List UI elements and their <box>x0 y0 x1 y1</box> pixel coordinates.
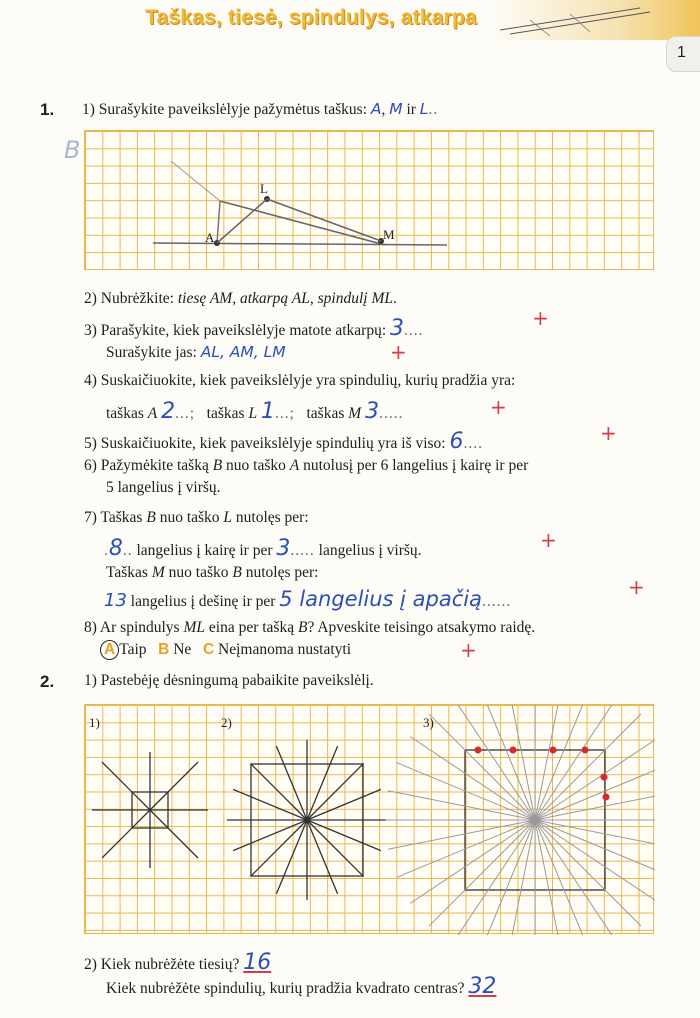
label-m: M <box>383 227 395 242</box>
ex1-q6-line1: 6) Pažymėkite tašką B nuo taško A nutolusį per 6 langelius į kairę ir per <box>84 457 529 474</box>
segment-lm <box>220 201 385 245</box>
ex1-q4b: taškas A 2...; taškas L 1...; taškas M 3..... <box>106 399 404 424</box>
ex1-q1: 1) Surašykite paveikslėlyje pažymėtus taškus: A, M ir L.. <box>82 100 439 118</box>
ex2-pattern-drawing <box>85 705 655 935</box>
handwritten-b: B <box>64 136 81 164</box>
page-number-tab <box>666 36 700 72</box>
page-number: 1 <box>677 44 686 61</box>
label-l: L <box>260 181 268 196</box>
figure-1-ray <box>150 810 198 858</box>
figure-3-red-point <box>601 774 608 781</box>
ray-ml <box>171 161 220 201</box>
figure-3-red-point <box>475 747 482 754</box>
figure-3-ray <box>429 714 535 820</box>
line-am <box>153 243 447 245</box>
ex2-grid-figure <box>84 704 654 934</box>
figure-1-ray <box>102 762 150 810</box>
figure-3-ray <box>506 705 535 820</box>
ex1-grid-figure <box>84 130 654 270</box>
figure-3-ray <box>535 705 592 820</box>
figure-3-ray <box>478 820 535 935</box>
figure-3-ray <box>429 820 535 926</box>
figure-3-ray <box>535 705 564 820</box>
option-a-circled: A <box>100 640 119 660</box>
figure-2-ray <box>307 763 364 820</box>
label-a: A <box>205 230 215 245</box>
check-mark-q3: + <box>532 306 549 330</box>
figure-3-ray <box>535 820 564 935</box>
figure-2-ray <box>250 763 307 820</box>
figure-3-label: 3) <box>423 715 434 730</box>
figure-3-ray <box>535 820 655 877</box>
ex1-q6-line2: 5 langelius į viršų. <box>106 479 221 496</box>
ex1-q7-line2: .8.. langelius į kairę ir per 3..... langelius į viršų. <box>104 536 422 561</box>
figure-3-ray <box>535 714 641 820</box>
figure-3-red-point <box>582 747 589 754</box>
check-mark-q8: + <box>460 638 477 662</box>
check-mark-q5: + <box>600 421 617 445</box>
exercise-1-number: 1. <box>40 100 55 119</box>
ex1-q7-line1: 7) Taškas B nuo taško L nutolęs per: <box>84 509 309 526</box>
figure-3-ray <box>506 820 535 935</box>
figure-1-label: 1) <box>89 715 100 730</box>
figure-3-ray <box>535 820 655 903</box>
figure-3-ray <box>535 763 655 820</box>
segment-al <box>217 201 220 243</box>
ex1-q7-line4: 13 langelius į dešinę ir per 5 langelius į apačią...... <box>104 587 512 611</box>
ex2-q2: 2) Kiek nubrėžėte tiesių? 16 <box>84 950 272 975</box>
figure-1-ray <box>102 810 150 858</box>
page-title: Taškas, tiesė, spindulys, atkarpa <box>145 6 477 29</box>
ex1-q7-line3: Taškas M nuo taško B nutolęs per: <box>106 564 319 581</box>
ex1-geometry-drawing <box>85 131 655 271</box>
figure-3-ray <box>535 820 592 935</box>
ex2-q2b: Kiek nubrėžėte spindulių, kurių pradžia kvadrato centras? 32 <box>106 974 497 999</box>
figure-3-ray <box>396 763 535 820</box>
figure-3-ray <box>535 820 641 926</box>
ex1-q8-line1: 8) Ar spindulys ML eina per tašką B? Apveskite teisingo atsakymo raidę. <box>84 619 536 636</box>
ruler-icon <box>490 0 660 40</box>
figure-3-red-point <box>550 747 557 754</box>
figure-3-ray <box>478 705 535 820</box>
ex1-q3b: Surašykite jas: AL, AM, LM <box>106 343 286 361</box>
ex1-q5: 5) Suskaičiuokite, kiek paveikslėlyje spindulių yra iš viso: 6.... <box>84 429 483 454</box>
figure-2-ray <box>307 820 364 877</box>
figure-2-label: 2) <box>221 715 232 730</box>
ex1-q3: 3) Parašykite, kiek paveikslėlyje matote atkarpų: 3.... <box>84 316 424 341</box>
figure-3-ray <box>396 820 535 877</box>
check-mark-q3b: + <box>390 340 407 364</box>
figure-1-ray <box>150 762 198 810</box>
exercise-2-number: 2. <box>40 672 55 691</box>
figure-3-red-point <box>603 794 610 801</box>
figure-2-ray <box>250 820 307 877</box>
ex1-q8-options: A Taip B Ne C Neįmanoma nustatyti <box>100 640 351 660</box>
ex1-q4: 4) Suskaičiuokite, kiek paveikslėlyje yra spindulių, kurių pradžia yra: <box>84 372 516 389</box>
ex2-q1: 1) Pastebėję dėsningumą pabaikite paveikslėlį. <box>84 672 374 689</box>
check-mark-q7a: + <box>540 528 557 552</box>
figure-3-red-point <box>510 747 517 754</box>
ex1-q2: 2) Nubrėžkite: tiesę AM, atkarpą AL, spindulį ML. <box>84 290 397 307</box>
check-mark-q4: + <box>490 395 507 419</box>
check-mark-q7b: + <box>628 575 645 599</box>
